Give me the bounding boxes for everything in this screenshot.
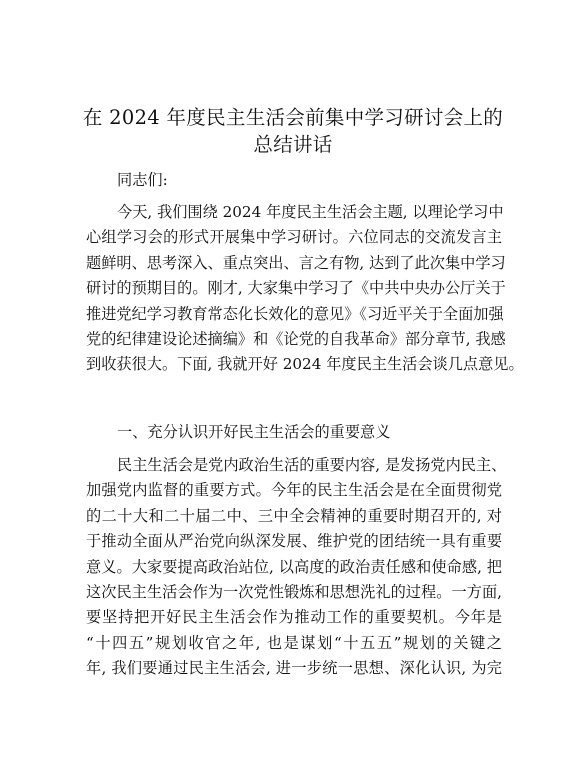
paragraph-1-line: 到收获很大。下面, 我就开好 2024 年度民主生活会谈几点意见。 [86,355,524,374]
paragraph-2-line: 要坚持把开好民主生活会作为推动工作的重要契机。今年是 [86,608,502,627]
paragraph-2-line: 的二十大和二十届二中、三中全会精神的重要时期召开的, 对 [86,506,502,525]
greeting: 同志们: [117,171,168,189]
paragraph-1-line: 研讨的预期目的。刚才, 大家集中学习了《中共中央办公厅关于 [86,279,506,298]
section-1-heading: 一、充分认识开好民主生活会的重要意义 [117,423,391,441]
paragraph-1-line: 题鲜明、思考深入、重点突出、言之有物, 达到了此次集中学习 [86,253,506,272]
paragraph-2-line: “十四五”规划收官之年, 也是谋划“十五五”规划的关键之 [86,633,502,652]
paragraph-1-line: 党的纪律建设论述摘编》和《论党的自我革命》部分章节, 我感 [86,329,506,348]
paragraph-2-line: 民主生活会是党内政治生活的重要内容, 是发扬党内民主、 [117,456,507,474]
title-line-1: 在 2024 年度民主生活会前集中学习研讨会上的 [82,106,504,129]
paragraph-2 [86,453,507,682]
paragraph-2-line: 年, 我们要通过民主生活会, 进一步统一思想、深化认识, 为完 [86,659,502,678]
paragraph-2-line: 加强党内监督的重要方式。今年的民主生活会是在全面贯彻党 [86,481,502,500]
title-line-2: 总结讲话 [253,133,333,156]
paragraph-2-line: 这次民主生活会作为一次党性锻炼和思想洗礼的过程。一方面, [86,582,502,601]
paragraph-1 [86,200,524,378]
paragraph-1-line: 心组学习会的形式开展集中学习研讨。六位同志的交流发言主 [86,228,502,247]
paragraph-2-line: 意义。大家要提高政治站位, 以高度的政治责任感和使命感, 把 [86,557,502,576]
paragraph-1-line: 推进党纪学习教育常态化长效化的意见》《习近平关于全面加强 [86,304,504,323]
paragraph-2-line: 于推动全面从严治党向纵深发展、维护党的团结统一具有重要 [86,532,502,551]
paragraph-1-line: 今天, 我们围绕 2024 年度民主生活会主题, 以理论学习中 [117,203,504,221]
document-title [60,104,526,158]
